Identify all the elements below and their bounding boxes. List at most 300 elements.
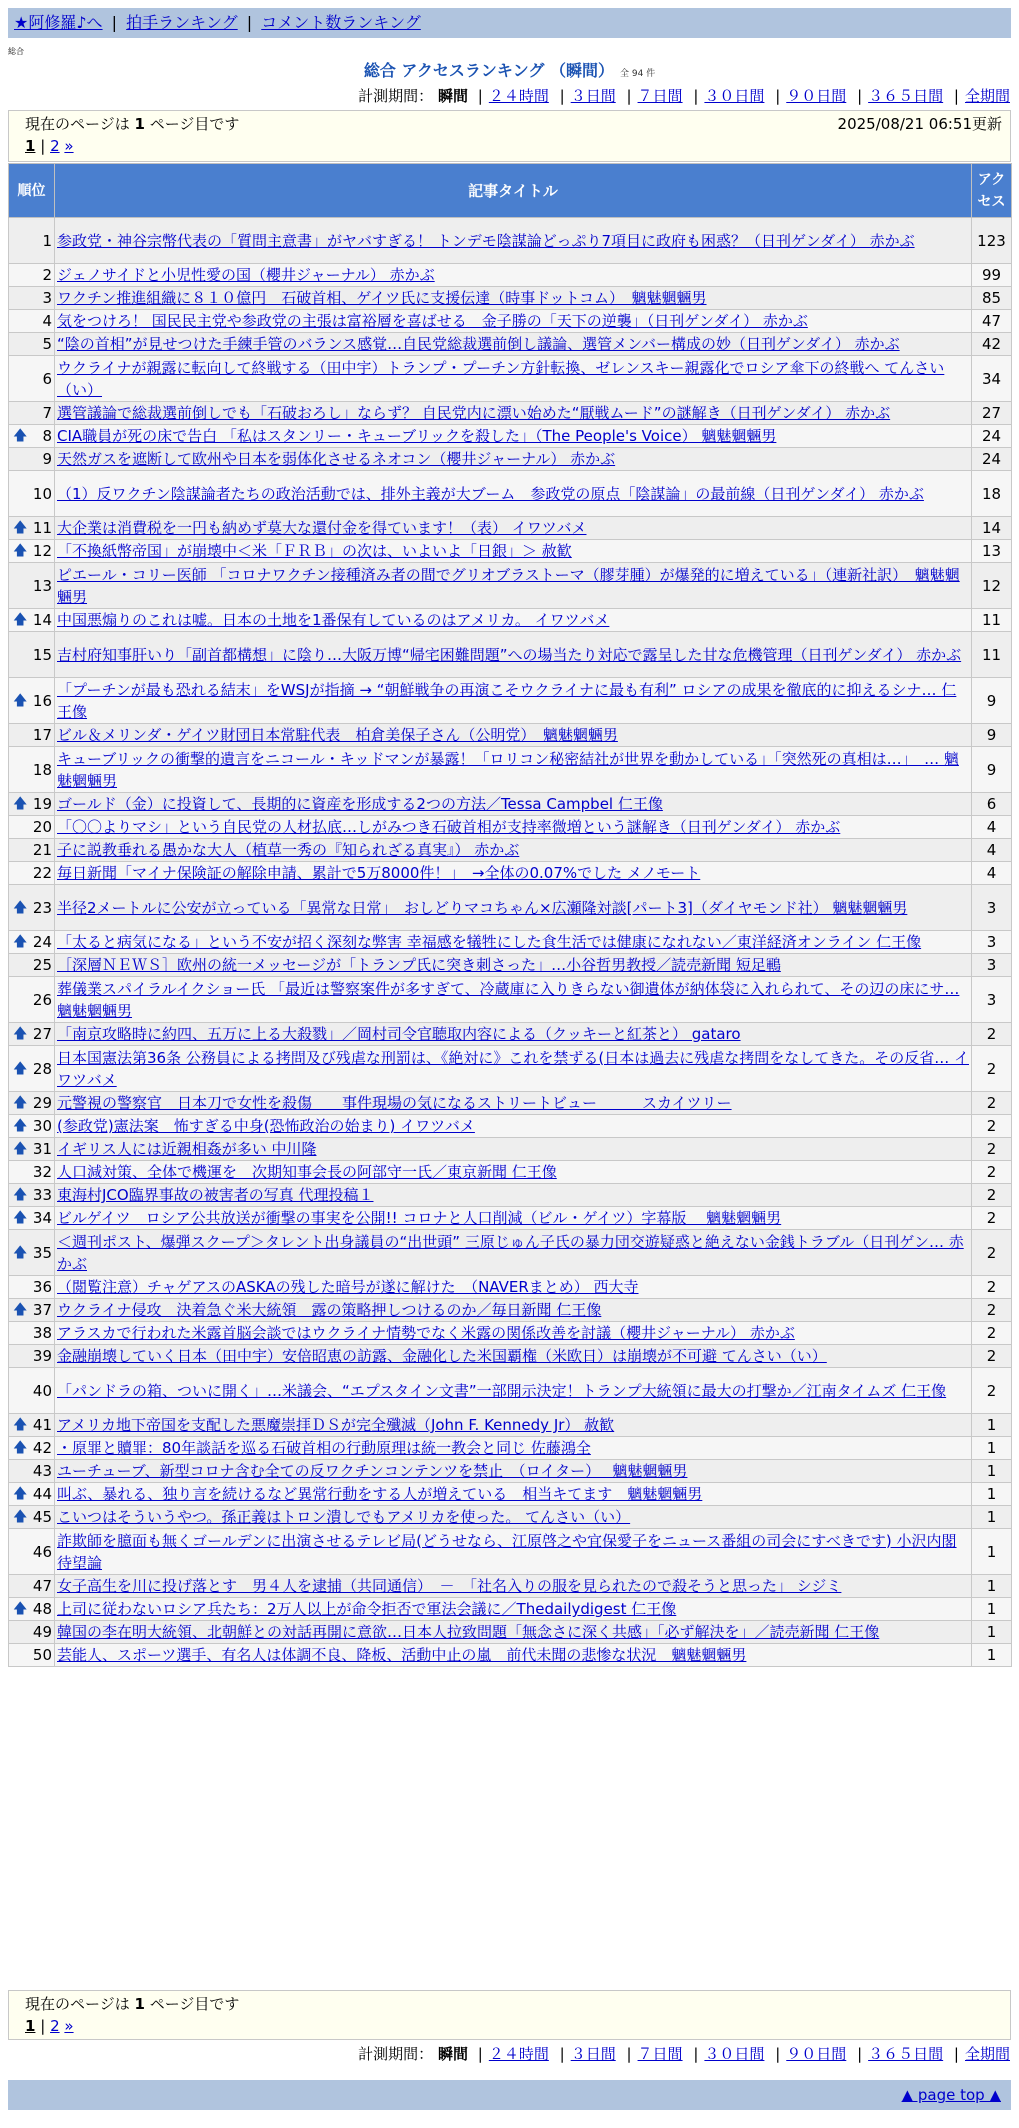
table-row: [9, 1322, 1012, 1345]
period-link-all[interactable]: 全期間: [964, 2045, 1010, 2063]
title-cell: [55, 1460, 972, 1483]
rank-number: 41: [32, 1416, 52, 1434]
table-row: [9, 1046, 1012, 1092]
rank-number: 18: [32, 760, 52, 779]
rank-cell: [9, 1506, 55, 1529]
table-row: [9, 1345, 1012, 1368]
title-cell: [55, 1414, 972, 1437]
table-row: [9, 1460, 1012, 1483]
rank-number: 9: [42, 450, 52, 468]
article-title-link[interactable]: 芸能人、スポーツ選手、有名人は体調不良、降板、活動中止の嵐 前代未聞の悲惨な状況 魑魅魍魎男: [57, 1646, 747, 1664]
article-title-link[interactable]: アメリカ地下帝国を支配した悪魔崇拝ＤＳが完全殲滅（John F. Kennedy Jr） 赦歓: [57, 1416, 615, 1434]
article-title-link[interactable]: ジェノサイドと小児性愛の国（櫻井ジャーナル） 赤かぶ: [57, 266, 435, 284]
title-cell: [55, 839, 972, 862]
page-info-top: [8, 110, 1011, 162]
access-count: 99: [972, 264, 1012, 287]
rank-cell: [9, 471, 55, 517]
article-title-link[interactable]: （1）反ワクチン陰謀論者たちの政治活動では、排外主義が大ブーム 参政党の原点「陰謀論」の最前線（日刊ゲンダイ） 赤かぶ: [57, 484, 924, 503]
title-cell: [55, 885, 972, 931]
table-row: [9, 1207, 1012, 1230]
rank-cell: [9, 954, 55, 977]
rank-cell: [9, 1483, 55, 1506]
up-arrow-icon: 🡅: [13, 692, 28, 709]
access-count: 42: [972, 333, 1012, 356]
article-title-link[interactable]: 金融崩壊していく日本（田中宇）安倍昭恵の訪露、金融化した米国覇権（米欧日）は崩壊が不可避 てんさい（い）: [57, 1347, 827, 1365]
rank-cell: [9, 425, 55, 448]
rank-cell: [9, 264, 55, 287]
article-title-link[interactable]: こいつはそういうやつ。孫正義はトロン潰しでもアメリカを使った。 てんさい（い）: [57, 1508, 631, 1526]
rank-number: 38: [32, 1324, 52, 1342]
article-title-link[interactable]: 詐欺師を臆面も無くゴールデンに出演させるテレビ局(どうせなら、江原啓之や宜保愛子をニュース番組の司会にすべきです) 小沢内閣待望論: [57, 1531, 957, 1572]
pager-next[interactable]: »: [64, 137, 74, 155]
article-title-link[interactable]: 大企業は消費税を一円も納めず莫大な還付金を得ています！（表） イワツバメ: [57, 519, 587, 537]
article-title-link[interactable]: ゴールド（金）に投資して、長期的に資産を形成する2つの方法／Tessa Campbel 仁王像: [57, 795, 663, 813]
access-count: 1: [972, 1575, 1012, 1598]
rank-number: 3: [42, 289, 52, 307]
up-arrow-icon: 🡅: [13, 1141, 28, 1157]
title-cell: [55, 747, 972, 793]
header-access: アクセス: [972, 164, 1012, 218]
title-cell: [55, 1023, 972, 1046]
rank-cell: [9, 1046, 55, 1092]
title-cell: [55, 563, 972, 609]
home-link[interactable]: ★阿修羅♪へ: [14, 13, 103, 32]
period-link-7d[interactable]: ７日間: [637, 2045, 683, 2063]
access-count: 2: [972, 1161, 1012, 1184]
rank-cell: [9, 1230, 55, 1276]
period-separator: |: [626, 2045, 632, 2063]
title-cell: [55, 816, 972, 839]
rank-cell: [9, 1161, 55, 1184]
title-cell: [55, 1322, 972, 1345]
up-arrow-icon: 🡅: [13, 612, 28, 628]
pager-current: 1: [25, 137, 36, 155]
access-count: 1: [972, 1414, 1012, 1437]
updated-timestamp: 2025/08/21 06:51更新: [837, 115, 1002, 133]
table-row: [9, 402, 1012, 425]
title-cell: [55, 1529, 972, 1575]
period-separator: |: [775, 87, 781, 105]
article-title-link[interactable]: ＜週刊ポスト、爆弾スクープ＞タレント出身議員の“出世頭” 三原じゅん子氏の暴力団交遊疑惑と絶えない金銭トラブル（日刊ゲン… 赤かぶ: [57, 1232, 964, 1273]
period-separator: |: [857, 87, 863, 105]
table-row: [9, 793, 1012, 816]
rank-number: 15: [32, 645, 52, 664]
title-cell: [55, 931, 972, 954]
table-row: [9, 816, 1012, 839]
period-selector-top: [358, 86, 1011, 106]
article-title-link[interactable]: ユーチューブ、新型コロナ含む全ての反ワクチンコンテンツを禁止 （ロイター） 魑魅魍魎男: [57, 1462, 688, 1480]
title-cell: [55, 724, 972, 747]
rank-cell: [9, 540, 55, 563]
page-title: 総合 アクセスランキング （瞬間）: [363, 61, 614, 80]
title-cell: [55, 1598, 972, 1621]
article-title-link[interactable]: ピエール・コリー医師 「コロナワクチン接種済み者の間でグリオブラストーマ（膠芽腫）が爆発的に増えている」（連新社訳） 魑魅魍魎男: [57, 565, 960, 606]
access-count: 24: [972, 425, 1012, 448]
period-separator: |: [953, 2045, 959, 2063]
article-title-link[interactable]: 葬儀業スパイラルイクショー氏 「最近は警察案件が多すぎて、冷蔵庫に入りきらない御遺体が納体袋に入れられて、その辺の床にサ… 魑魅魍魎男: [57, 979, 960, 1020]
article-title-link[interactable]: イギリス人には近親相姦が多い 中川隆: [57, 1140, 317, 1158]
access-count: 3: [972, 977, 1012, 1023]
rank-number: 48: [32, 1600, 52, 1618]
rank-number: 40: [32, 1381, 52, 1400]
title-cell: [55, 1575, 972, 1598]
rank-cell: [9, 1598, 55, 1621]
title-cell: [55, 402, 972, 425]
rank-cell: [9, 356, 55, 402]
rank-number: 17: [32, 726, 52, 744]
article-title-link[interactable]: 上司に従わないロシア兵たち：2万人以上が命令拒否で軍法会議に／Thedailydigest 仁王像: [57, 1600, 677, 1618]
access-count: 24: [972, 448, 1012, 471]
title-cell: [55, 954, 972, 977]
rank-number: 29: [32, 1094, 52, 1112]
rank-cell: [9, 517, 55, 540]
access-count: 14: [972, 517, 1012, 540]
access-count: 3: [972, 931, 1012, 954]
article-title-link[interactable]: 東海村JCO臨界事故の被害者の写真 代理投稿１: [57, 1186, 374, 1204]
current-page-number: 1: [134, 1995, 145, 2013]
period-separator: |: [477, 2045, 483, 2063]
page-top-link[interactable]: ▲ page top ▲: [901, 2086, 1001, 2104]
table-row: [9, 264, 1012, 287]
article-title-link[interactable]: (参政党)憲法案 怖すぎる中身(恐怖政治の始まり) イワツバメ: [57, 1117, 475, 1135]
rank-cell: [9, 1460, 55, 1483]
article-title-link[interactable]: 元警視の警察官 日本刀で女性を殺傷 事件現場の気になるストリートビュー スカイツリー: [57, 1094, 732, 1112]
period-link-365d[interactable]: ３６５日間: [868, 87, 944, 105]
title-cell: [55, 264, 972, 287]
period-separator: |: [477, 87, 483, 105]
pager-page-2[interactable]: 2: [50, 2017, 60, 2035]
up-arrow-icon: 🡅: [13, 1302, 28, 1318]
article-title-link[interactable]: 「プーチンが最も恐れる結末」をWSJが指摘 → “朝鮮戦争の再演こそウクライナに最も有利” ロシアの成果を徹底的に抑えるシナ… 仁王像: [57, 680, 957, 721]
article-title-link[interactable]: ［深層ＮＥＷＳ］欧州の統一メッセージが「トランプ氏に突き刺さった」…小谷哲男教授／読売新聞 短足鶤: [57, 956, 781, 974]
article-title-link[interactable]: ビルゲイツ ロシア公共放送が衝撃の事実を公開!! コロナと人口削減（ビル・ゲイツ）字幕版 魑魅魍魎男: [57, 1209, 782, 1227]
article-title-link[interactable]: ビル＆メリンダ・ゲイツ財団日本常駐代表 柏倉美保子さん（公明党） 魑魅魍魎男: [57, 726, 618, 744]
rank-number: 24: [32, 933, 52, 951]
title-cell: [55, 471, 972, 517]
period-separator: |: [693, 87, 699, 105]
period-separator: |: [953, 87, 959, 105]
table-row: [9, 1506, 1012, 1529]
header-title: 記事タイトル: [55, 164, 972, 218]
rank-number: 43: [32, 1462, 52, 1480]
title-cell: [55, 333, 972, 356]
pager-separator: |: [40, 137, 46, 155]
article-title-link[interactable]: ウクライナ侵攻 決着急ぐ米大統領 露の策略押しつけるのか／毎日新聞 仁王像: [57, 1301, 602, 1319]
nav-separator: |: [111, 13, 118, 32]
period-link-all[interactable]: 全期間: [964, 87, 1010, 105]
article-title-link[interactable]: 「太ると病気になる」という不安が招く深刻な弊害 幸福感を犠牲にした食生活では健康になれない／東洋経済オンライン 仁王像: [57, 933, 922, 951]
rank-cell: [9, 310, 55, 333]
rank-number: 22: [32, 864, 52, 882]
rank-number: 5: [42, 335, 52, 353]
article-title-link[interactable]: 天然ガスを遮断して欧州や日本を弱体化させるネオコン（櫻井ジャーナル） 赤かぶ: [57, 450, 616, 468]
up-arrow-icon: 🡅: [13, 1417, 28, 1433]
rank-number: 26: [32, 990, 52, 1009]
rank-cell: [9, 609, 55, 632]
table-row: [9, 218, 1012, 264]
up-arrow-icon: 🡅: [13, 796, 28, 812]
table-row: [9, 1598, 1012, 1621]
top-nav-bar: [8, 8, 1011, 38]
table-row: [9, 517, 1012, 540]
header-rank: 順位: [9, 164, 55, 218]
access-count: 2: [972, 1230, 1012, 1276]
article-title-link[interactable]: ウクライナが親露に転向して終戦する（田中宇）トランプ・プーチン方針転換、ゼレンスキー親露化でロシア傘下の終戦へ てんさい（い）: [57, 358, 945, 399]
article-title-link[interactable]: 半径2メートルに公安が立っている「異常な日常」 おしどりマコちゃん×広瀬隆対談[パート3]（ダイヤモンド社） 魑魅魍魎男: [57, 898, 908, 917]
up-arrow-icon: 🡅: [13, 899, 28, 916]
article-title-link[interactable]: アラスカで行われた米露首脳会談ではウクライナ情勢でなく米露の関係改善を討議（櫻井ジャーナル） 赤かぶ: [57, 1324, 795, 1342]
period-link-3d[interactable]: ３日間: [570, 87, 616, 105]
article-title-link[interactable]: 韓国の李在明大統領、北朝鮮との対話再開に意欲…日本人拉致問題「無念さに深く共感」「必ず解決を」／読売新聞 仁王像: [57, 1623, 880, 1641]
period-link-365d[interactable]: ３６５日間: [868, 2045, 944, 2063]
access-count: 11: [972, 609, 1012, 632]
rank-cell: [9, 1023, 55, 1046]
article-title-link[interactable]: 参政党・神谷宗幣代表の「質問主意書」がヤバすぎる！ トンデモ陰謀論どっぷり7項目に政府も困惑？（日刊ゲンダイ） 赤かぶ: [57, 231, 915, 250]
rank-cell: [9, 448, 55, 471]
table-row: [9, 1023, 1012, 1046]
rank-number: 36: [32, 1278, 52, 1296]
table-row: [9, 1529, 1012, 1575]
period-link-3d[interactable]: ３日間: [570, 2045, 616, 2063]
title-cell: [55, 1437, 972, 1460]
access-count: 1: [972, 1529, 1012, 1575]
title-cell: [55, 1207, 972, 1230]
rank-cell: [9, 287, 55, 310]
article-title-link[interactable]: 中国悪煽りのこれは嘘。日本の土地を1番保有しているのはアメリカ。 イワツバメ: [57, 611, 610, 629]
access-count: 2: [972, 1299, 1012, 1322]
article-title-link[interactable]: 「パンドラの箱、ついに開く」…米議会、“エプスタイン文書”一部開示決定！トランプ大統領に最大の打撃か／江南タイムズ 仁王像: [57, 1381, 947, 1400]
period-label: 計測期間：: [358, 87, 434, 105]
title-cell: [55, 540, 972, 563]
up-arrow-icon: 🡅: [13, 1601, 28, 1617]
table-row: [9, 1184, 1012, 1207]
title-cell: [55, 609, 972, 632]
rank-number: 47: [32, 1577, 52, 1595]
current-page-label: 現在のページは: [25, 115, 130, 133]
rank-cell: [9, 724, 55, 747]
rank-number: 44: [32, 1485, 52, 1503]
up-arrow-icon: 🡅: [13, 1486, 28, 1502]
current-page-number: 1: [134, 115, 145, 133]
article-title-link[interactable]: “陰の首相”が見せつけた手練手管のバランス感覚…自民党総裁選前倒し議論、選管メンバー構成の妙（日刊ゲンダイ） 赤かぶ: [57, 335, 900, 353]
ranking-table-body: [9, 218, 1012, 1667]
title-cell: [55, 1644, 972, 1667]
period-separator: |: [693, 2045, 699, 2063]
title-cell: [55, 1621, 972, 1644]
rank-cell: [9, 1322, 55, 1345]
article-title-link[interactable]: ・原罪と贖罪：80年談話を巡る石破首相の行動原理は統一教会と同じ 佐藤鴻全: [57, 1439, 591, 1457]
access-count: 6: [972, 793, 1012, 816]
period-link-90d[interactable]: ９０日間: [786, 2045, 847, 2063]
access-count: 13: [972, 540, 1012, 563]
rank-cell: [9, 839, 55, 862]
up-arrow-icon: 🡅: [13, 428, 28, 444]
rank-cell: [9, 1115, 55, 1138]
table-row: [9, 678, 1012, 724]
rank-number: 42: [32, 1439, 52, 1457]
up-arrow-icon: 🡅: [13, 1118, 28, 1134]
access-count: 2: [972, 1276, 1012, 1299]
pager-top: [25, 136, 994, 156]
article-title-link[interactable]: CIA職員が死の床で告白 「私はスタンリー・キューブリックを殺した」（The People's Voice） 魑魅魍魎男: [57, 427, 777, 445]
title-cell: [55, 678, 972, 724]
table-row: [9, 1115, 1012, 1138]
article-title-link[interactable]: 選管議論で総裁選前倒しでも「石破おろし」ならず？ 自民党内に漂い始めた“厭戦ムード”の謎解き（日刊ゲンダイ） 赤かぶ: [57, 404, 891, 422]
rank-number: 33: [32, 1186, 52, 1204]
access-count: 12: [972, 563, 1012, 609]
title-cell: [55, 1483, 972, 1506]
rank-number: 14: [32, 611, 52, 629]
pager-current: 1: [25, 2017, 36, 2035]
title-cell: [55, 1184, 972, 1207]
period-separator: |: [775, 2045, 781, 2063]
rank-number: 13: [32, 576, 52, 595]
current-page-label: 現在のページは: [25, 1995, 130, 2013]
rank-cell: [9, 816, 55, 839]
title-cell: [55, 310, 972, 333]
access-count: 3: [972, 885, 1012, 931]
title-cell: [55, 1299, 972, 1322]
article-title-link[interactable]: キューブリックの衝撃的遺言をニコール・キッドマンが暴露！「ロリコン秘密結社が世界を動かしている」「突然死の真相は…」 … 魑魅魍魎男: [57, 749, 959, 790]
up-arrow-icon: 🡅: [13, 1440, 28, 1456]
rank-number: 45: [32, 1508, 52, 1526]
rank-number: 12: [32, 542, 52, 560]
article-title-link[interactable]: 吉村府知事肝いり「副首都構想」に陰り…大阪万博“帰宅困難問題”への場当たり対応で露呈した甘な危機管理（日刊ゲンダイ） 赤かぶ: [57, 645, 962, 664]
access-count: 2: [972, 1207, 1012, 1230]
period-link-30d[interactable]: ３０日間: [704, 2045, 765, 2063]
title-cell: [55, 793, 972, 816]
rank-cell: [9, 931, 55, 954]
table-row: [9, 1483, 1012, 1506]
table-row: [9, 1575, 1012, 1598]
article-title-link[interactable]: 女子高生を川に投げ落とす 男４人を逮捕（共同通信） － 「社名入りの服を見られたので殺そうと思った」 シジミ: [57, 1577, 842, 1595]
access-count: 85: [972, 287, 1012, 310]
applause-ranking-link[interactable]: 拍手ランキング: [126, 13, 238, 32]
period-separator: |: [559, 87, 565, 105]
access-count: 18: [972, 471, 1012, 517]
access-count: 1: [972, 1598, 1012, 1621]
title-cell: [55, 1092, 972, 1115]
article-title-link[interactable]: ワクチン推進組織に８１０億円 石破首相、ゲイツ氏に支援伝達（時事ドットコム） 魑魅魍魎男: [57, 289, 707, 307]
comment-ranking-link[interactable]: コメント数ランキング: [261, 13, 421, 32]
rank-number: 6: [42, 369, 52, 388]
rank-number: 20: [32, 818, 52, 836]
ranking-table-header: [9, 164, 1012, 218]
rank-number: 10: [32, 484, 52, 503]
current-page-suffix: ページ目です: [149, 1995, 240, 2013]
access-count: 1: [972, 1437, 1012, 1460]
table-row: [9, 931, 1012, 954]
rank-cell: [9, 333, 55, 356]
table-row: [9, 885, 1012, 931]
article-title-link[interactable]: 人口減対策、全体で機運を 次期知事会長の阿部守一氏／東京新聞 仁王像: [57, 1163, 557, 1181]
title-cell: [55, 1230, 972, 1276]
access-count: 123: [972, 218, 1012, 264]
title-cell: [55, 1345, 972, 1368]
title-cell: [55, 356, 972, 402]
pager-next[interactable]: »: [64, 2017, 74, 2035]
rank-cell: [9, 1092, 55, 1115]
access-count: 1: [972, 1506, 1012, 1529]
article-title-link[interactable]: 日本国憲法第36条 公務員による拷問及び残虐な刑罰は、《絶対に》これを禁ずる(日本は過去に残虐な拷問をなしてきた。その反省… イワツバメ: [57, 1048, 969, 1089]
title-cell: [55, 632, 972, 678]
table-row: [9, 954, 1012, 977]
rank-cell: [9, 862, 55, 885]
access-count: 2: [972, 1115, 1012, 1138]
article-title-link[interactable]: 「〇〇よりマシ」という自民党の人材払底…しがみつき石破首相が支持率微増という謎解き（日刊ゲンダイ） 赤かぶ: [57, 818, 841, 836]
rank-cell: [9, 218, 55, 264]
article-title-link[interactable]: 「南京攻略時に約四、五万に上る大殺戮」／岡村司令官聴取内容による（クッキーと紅茶と） gataro: [57, 1025, 741, 1043]
title-cell: [55, 862, 972, 885]
pager-page-2[interactable]: 2: [50, 137, 60, 155]
article-title-link[interactable]: 子に説教垂れる愚かな大人（植草一秀の『知られざる真実』） 赤かぶ: [57, 841, 520, 859]
access-count: 2: [972, 1345, 1012, 1368]
bottom-bar: [8, 2080, 1011, 2110]
rank-cell: [9, 1575, 55, 1598]
table-row: [9, 1276, 1012, 1299]
up-arrow-icon: 🡅: [13, 1244, 28, 1261]
title-cell: [55, 1161, 972, 1184]
access-count: 1: [972, 1483, 1012, 1506]
article-title-link[interactable]: 毎日新聞「マイナ保険証の解除申請、累計で5万8000件！」 →全体の0.07%でした メノモート: [57, 864, 701, 882]
access-count: 2: [972, 1046, 1012, 1092]
access-count: 34: [972, 356, 1012, 402]
up-arrow-icon: 🡅: [13, 1060, 28, 1077]
table-row: [9, 563, 1012, 609]
rank-number: 4: [42, 312, 52, 330]
access-count: 9: [972, 747, 1012, 793]
rank-cell: [9, 1138, 55, 1161]
table-row: [9, 1437, 1012, 1460]
pager-bottom: [25, 2016, 994, 2036]
total-count: 全 94 件: [620, 69, 656, 79]
period-separator: |: [857, 2045, 863, 2063]
article-title-link[interactable]: 「不換紙幣帝国」が崩壊中＜米「ＦＲＢ」の次は、いよいよ「日銀」＞ 赦歓: [57, 542, 572, 560]
access-count: 9: [972, 678, 1012, 724]
table-row: [9, 287, 1012, 310]
period-link-30d[interactable]: ３０日間: [704, 87, 765, 105]
period-current: 瞬間: [437, 87, 468, 105]
period-link-24h[interactable]: ２４時間: [488, 87, 549, 105]
access-count: 1: [972, 1460, 1012, 1483]
table-row: [9, 862, 1012, 885]
title-cell: [55, 977, 972, 1023]
title-cell: [55, 517, 972, 540]
rank-cell: [9, 402, 55, 425]
period-link-90d[interactable]: ９０日間: [786, 87, 847, 105]
period-link-24h[interactable]: ２４時間: [488, 2045, 549, 2063]
table-row: [9, 1414, 1012, 1437]
period-separator: |: [626, 87, 632, 105]
up-arrow-icon: 🡅: [13, 1210, 28, 1226]
article-title-link[interactable]: 気をつけろ！ 国民民主党や参政党の主張は富裕層を喜ばせる 金子勝の「天下の逆襲」（日刊ゲンダイ） 赤かぶ: [57, 312, 808, 330]
period-link-7d[interactable]: ７日間: [637, 87, 683, 105]
table-row: [9, 356, 1012, 402]
rank-cell: [9, 1299, 55, 1322]
ranking-table: [8, 163, 1012, 1667]
title-cell: [55, 287, 972, 310]
rank-cell: [9, 1207, 55, 1230]
rank-cell: [9, 678, 55, 724]
rank-number: 49: [32, 1623, 52, 1641]
article-title-link[interactable]: 叫ぶ、暴れる、独り言を続けるなど異常行動をする人が増えている 相当キてます 魑魅魍魎男: [57, 1485, 703, 1503]
table-row: [9, 1161, 1012, 1184]
access-count: 27: [972, 402, 1012, 425]
table-row: [9, 632, 1012, 678]
period-current: 瞬間: [437, 2045, 468, 2063]
pager-separator: |: [40, 2017, 46, 2035]
article-title-link[interactable]: （閲覧注意）チャゲアスのASKAの残した暗号が遂に解けた （NAVERまとめ） 西大寺: [57, 1278, 639, 1296]
